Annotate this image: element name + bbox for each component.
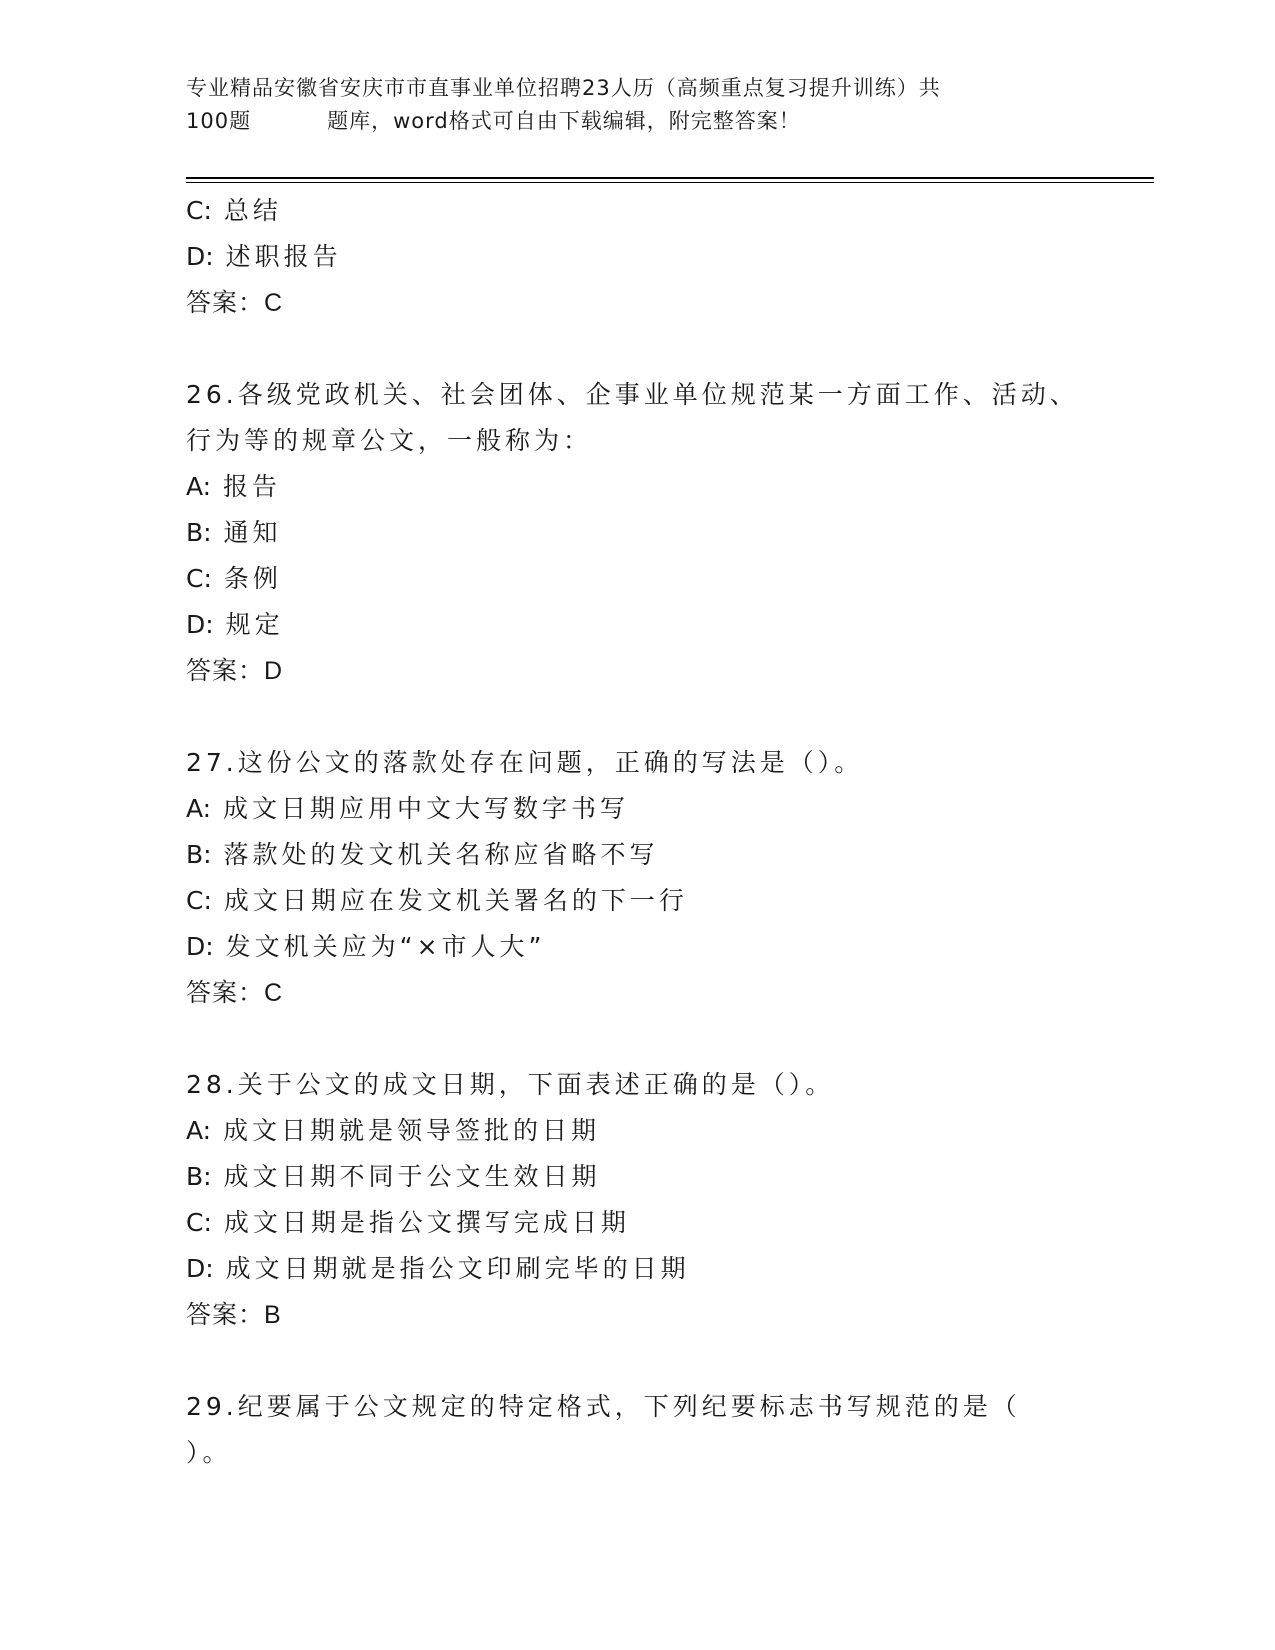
question-block-26 (186, 372, 1146, 694)
question-text: ）。 (186, 1438, 232, 1467)
header-question-count: 100题 (186, 109, 252, 133)
option-line: A: 报告 (186, 472, 282, 501)
document-body (186, 188, 1146, 1476)
answer-line: 答案：D (186, 657, 284, 685)
option-line: B: 落款处的发文机关名称应省略不写 (186, 840, 659, 869)
option-line: D: 发文机关应为“×市人大” (186, 932, 546, 961)
question-text: 28.关于公文的成文日期，下面表述正确的是（）。 (186, 1070, 835, 1099)
document-header (186, 72, 1086, 138)
question-block-25 (186, 188, 1146, 326)
option-line: C: 成文日期是指公文撰写完成日期 (186, 1208, 630, 1237)
option-line: C: 总结 (186, 196, 282, 225)
answer-line: 答案：C (186, 979, 284, 1007)
header-description: 题库，word格式可自由下载编辑，附完整答案！ (327, 109, 801, 133)
option-line: C: 成文日期应在发文机关署名的下一行 (186, 886, 688, 915)
header-line-2 (186, 105, 1086, 138)
question-text: 行为等的规章公文，一般称为： (186, 426, 593, 455)
question-text: 27.这份公文的落款处存在问题，正确的写法是（）。 (186, 748, 864, 777)
option-line: C: 条例 (186, 564, 282, 593)
option-line: B: 通知 (186, 518, 282, 547)
question-block-27 (186, 740, 1146, 1016)
answer-line: 答案：C (186, 289, 284, 317)
option-line: B: 成文日期不同于公文生效日期 (186, 1162, 601, 1191)
question-block-29 (186, 1384, 1146, 1476)
question-text: 29.纪要属于公文规定的特定格式，下列纪要标志书写规范的是（ (186, 1392, 1021, 1421)
option-line: D: 述职报告 (186, 242, 342, 271)
question-block-28 (186, 1062, 1146, 1338)
option-line: A: 成文日期应用中文大写数字书写 (186, 794, 630, 823)
question-text: 26.各级党政机关、社会团体、企事业单位规范某一方面工作、活动、 (186, 380, 1079, 409)
option-line: D: 规定 (186, 610, 284, 639)
answer-line: 答案：B (186, 1301, 282, 1329)
option-line: A: 成文日期就是领导签批的日期 (186, 1116, 601, 1145)
header-line-1: 专业精品安徽省安庆市市直事业单位招聘23人历（高频重点复习提升训练）共 (186, 76, 941, 100)
header-rule-thin (186, 182, 1154, 183)
option-line: D: 成文日期就是指公文印刷完毕的日期 (186, 1254, 690, 1283)
header-rule-thick (186, 177, 1154, 179)
